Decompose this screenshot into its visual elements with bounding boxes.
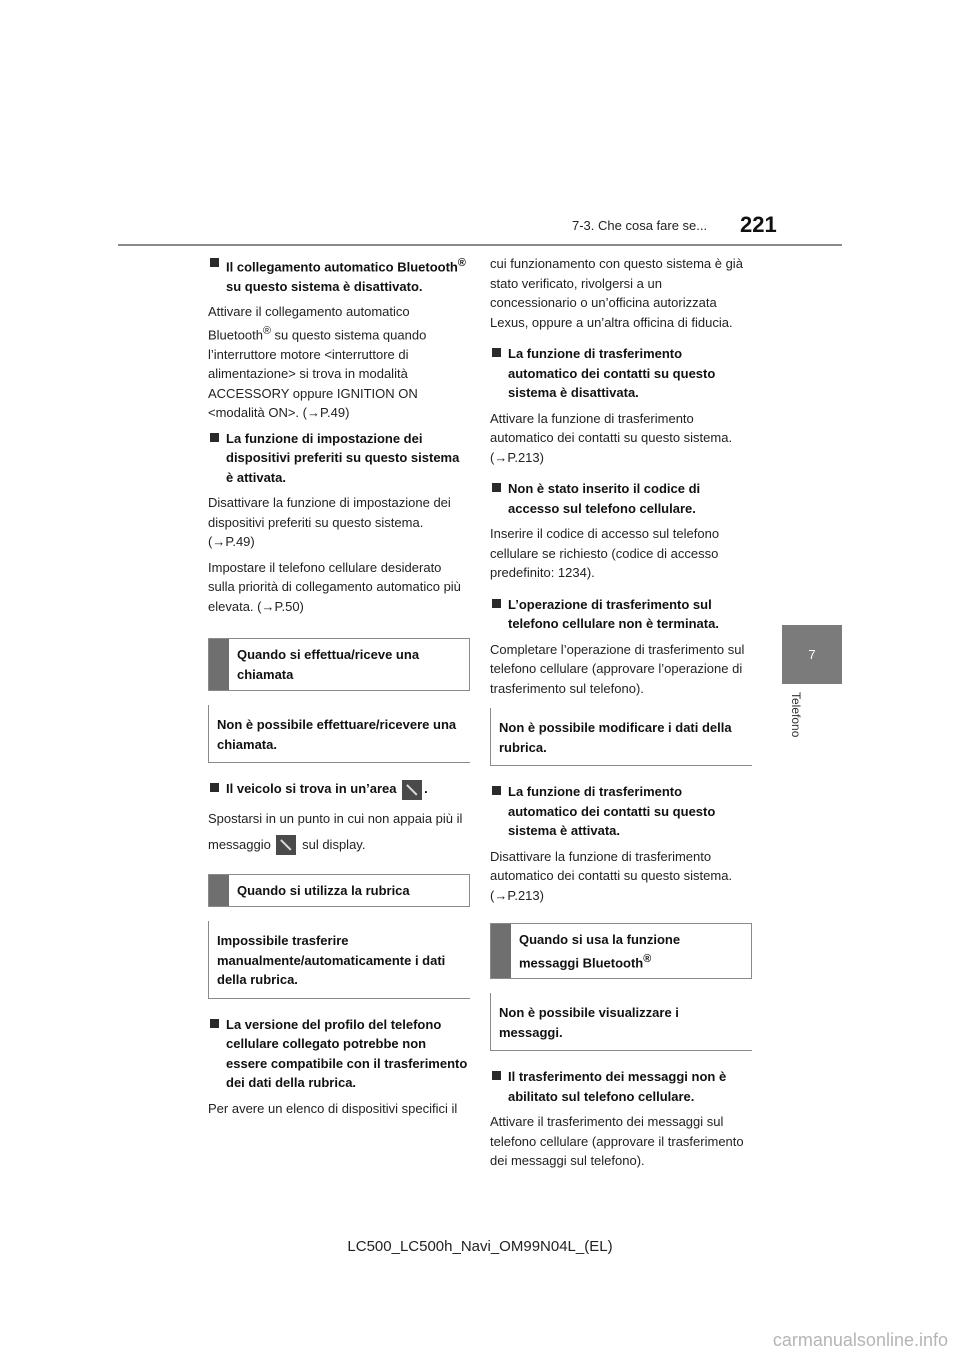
paragraph: Disattivare la funzione di impostazione dei dispositivi preferiti su questo sistema. (→P.49) (208, 495, 451, 550)
left-column (208, 254, 470, 1124)
page-reference: P.49) (320, 405, 350, 421)
page-reference: P.50) (274, 598, 304, 614)
heading-passcode: Non è stato inserito il codice di accesso sul telefono cellulare. (490, 479, 752, 518)
paragraph: Per avere un elenco di dispositivi specifici il (208, 1100, 458, 1116)
paragraph: Attivare la funzione di trasferimento automatico dei contatti su questo sistema. (→P.213) (490, 410, 733, 465)
bullet-icon (210, 258, 219, 267)
header-divider (118, 244, 842, 246)
section-box-phonebook: Quando si utilizza la rubrica (208, 874, 470, 908)
heading-preferred-devices: La funzione di impostazione dei dispositivi preferiti su questo sistema è attivata. (208, 429, 470, 488)
heading-auto-transfer-off: La funzione di trasferimento automatico dei contatti su questo sistema è disattivata. (490, 344, 752, 403)
heading-bluetooth-auto-connect: Il collegamento automatico Bluetooth® su questo sistema è disattivato. (208, 254, 470, 296)
heading-message-transfer: Il trasferimento dei messaggi non è abilitato sul telefono cellulare. (490, 1067, 752, 1106)
problem-box: Non è possibile modificare i dati della rubrica. (490, 708, 752, 766)
bullet-icon (492, 786, 501, 795)
paragraph: Disattivare la funzione di trasferimento automatico dei contatti su questo sistema. (→P.213) (490, 848, 733, 903)
paragraph: Attivare il collegamento automatico Bluetooth® su questo sistema quando l’interruttore motore <interruttore di alimentazione> si trova in modalità ACCESSORY oppure IGNITION ON <modalità ON>. (→P.49) (208, 304, 427, 421)
bullet-icon (492, 1071, 501, 1080)
box-marker (491, 924, 511, 978)
problem-box: Impossibile trasferire manualmente/automaticamente i dati della rubrica. (208, 921, 470, 999)
paragraph: Attivare il trasferimento dei messaggi sul telefono cellulare (approvare il trasferimento dei messaggi sul telefono). (490, 1114, 744, 1169)
right-column (490, 254, 752, 1177)
page-reference: P.213) (507, 887, 544, 903)
bullet-icon (492, 348, 501, 357)
paragraph: Completare l’operazione di trasferimento sul telefono cellulare (approvare l’operazione di trasferimento sul telefono). (490, 641, 745, 696)
paragraph: Spostarsi in un punto in cui non appaia più il messaggio sul display. (208, 806, 470, 858)
document-code: LC500_LC500h_Navi_OM99N04L_(EL) (347, 1238, 613, 1255)
box-marker (209, 875, 229, 907)
bullet-icon (210, 1019, 219, 1028)
page-reference: P.213) (507, 449, 544, 465)
no-signal-icon (402, 780, 422, 800)
bullet-icon (492, 483, 501, 492)
paragraph: cui funzionamento con questo sistema è già stato verificato, rivolgersi a un concessionario o un’officina autorizzata Lexus, oppure a un’altra officina di fiducia. (490, 256, 743, 330)
bullet-icon (210, 783, 219, 792)
page-reference: P.49) (225, 534, 255, 550)
no-signal-icon (276, 835, 296, 855)
chapter-label: Telefono (789, 692, 803, 738)
section-box-messages: Quando si usa la funzione messaggi Bluetooth® (490, 923, 752, 979)
heading-auto-transfer-on: La funzione di trasferimento automatico dei contatti su questo sistema è attivata. (490, 782, 752, 841)
page-number: 221 (740, 212, 777, 237)
heading-transfer-incomplete: L’operazione di trasferimento sul telefono cellulare non è terminata. (490, 595, 752, 634)
bullet-icon (210, 433, 219, 442)
section-title: 7-3. Che cosa fare se... (572, 218, 708, 233)
heading-no-signal-area: Il veicolo si trova in un’area . (208, 779, 470, 800)
section-box-calls: Quando si effettua/riceve una chiamata (208, 638, 470, 691)
paragraph: Inserire il codice di accesso sul telefono cellulare se richiesto (codice di accesso predefinito: 1234). (490, 526, 720, 580)
problem-box: Non è possibile effettuare/ricevere una chiamata. (208, 705, 470, 763)
chapter-tab: 7 (782, 625, 842, 684)
paragraph: Impostare il telefono cellulare desiderato sulla priorità di collegamento automatico più elevata. (→P.50) (208, 559, 461, 614)
box-marker (209, 639, 229, 690)
bullet-icon (492, 599, 501, 608)
watermark: carmanualsonline.info (772, 1330, 948, 1350)
problem-box: Non è possibile visualizzare i messaggi. (490, 993, 752, 1051)
heading-profile-version: La versione del profilo del telefono cellulare collegato potrebbe non essere compatibile con il trasferimento dei dati della rubrica. (208, 1015, 470, 1093)
